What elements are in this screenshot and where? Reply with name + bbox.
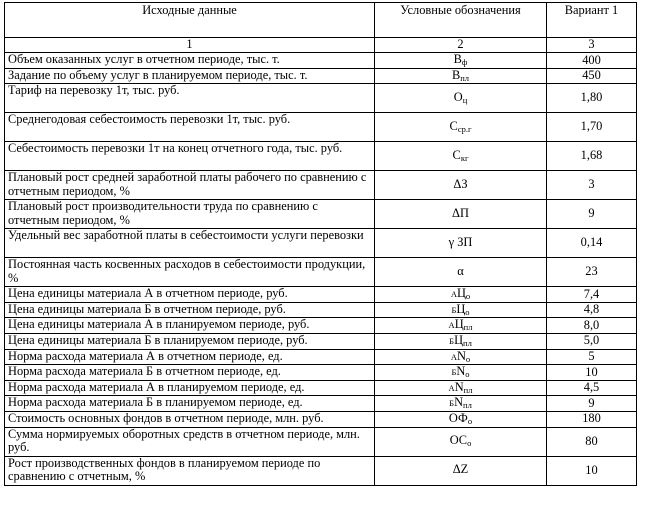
table-row — [5, 229, 637, 258]
row-symbol — [375, 456, 547, 485]
header-input-data: Исходные данные — [5, 3, 375, 38]
row-symbol — [375, 380, 547, 396]
row-value: 5 — [547, 349, 637, 365]
row-label: Плановый рост производительности труда по сравнению с отчетным периодом, % — [5, 200, 375, 229]
row-label: Задание по объему услуг в планируемом периоде, тыс. т. — [5, 68, 375, 84]
symbol-subscript: о — [465, 291, 471, 302]
table-row — [5, 411, 637, 427]
symbol-main: В — [453, 52, 462, 66]
row-value: 9 — [547, 396, 637, 412]
row-symbol — [375, 142, 547, 171]
symbol-main: ОС — [449, 433, 468, 448]
symbol-main: Ц — [456, 301, 466, 316]
row-symbol — [375, 84, 547, 113]
table-row — [5, 68, 637, 84]
row-label: Себестоимость перевозки 1т на конец отчетного года, тыс. руб. — [5, 142, 375, 171]
row-label: Цена единицы материала А в отчетном периоде, руб. — [5, 287, 375, 303]
table-row — [5, 456, 637, 485]
row-symbol — [375, 113, 547, 142]
column-number-2: 2 — [375, 38, 547, 53]
symbol-subscript: пл — [463, 400, 472, 411]
header-row — [5, 3, 637, 38]
symbol-main: С — [452, 147, 461, 162]
symbol-subscript: пл — [460, 72, 470, 83]
column-number-3: 3 — [547, 38, 637, 53]
symbol-subscript: о — [467, 438, 472, 449]
table-row — [5, 287, 637, 303]
symbol-subscript: о — [465, 353, 471, 364]
symbol-subscript: пл — [463, 322, 473, 333]
symbol-prefix: А — [448, 382, 455, 393]
row-symbol — [375, 53, 547, 69]
table-row — [5, 113, 637, 142]
row-label: Плановый рост средней заработной платы рабочего по сравнению с отчетным периодом, % — [5, 171, 375, 200]
row-label: Тариф на перевозку 1т, тыс. руб. — [5, 84, 375, 113]
symbol-subscript: пл — [463, 384, 473, 395]
table-row — [5, 258, 637, 287]
row-symbol — [375, 302, 547, 318]
row-label: Норма расхода материала Б в планируемом периоде, ед. — [5, 396, 375, 412]
symbol-subscript: кг — [460, 152, 469, 163]
symbol-prefix: А — [448, 320, 455, 331]
table-row — [5, 302, 637, 318]
table-row — [5, 349, 637, 365]
row-value: 450 — [547, 68, 637, 84]
row-value: 7,4 — [547, 287, 637, 303]
row-value: 23 — [547, 258, 637, 287]
row-value: 8,0 — [547, 318, 637, 334]
symbol-prefix: А — [450, 289, 457, 300]
row-label: Цена единицы материала А в планируемом периоде, руб. — [5, 318, 375, 334]
row-label: Норма расхода материала А в отчетном периоде, ед. — [5, 349, 375, 365]
table-row — [5, 84, 637, 113]
table-row — [5, 396, 637, 412]
symbol-main: ОФ — [448, 410, 468, 425]
row-symbol — [375, 229, 547, 258]
row-value: 4,8 — [547, 302, 637, 318]
symbol-main: Ц — [456, 286, 466, 301]
symbol-main: N — [456, 348, 466, 363]
input-data-table — [4, 2, 637, 486]
table-row — [5, 171, 637, 200]
symbol-subscript: о — [467, 415, 473, 426]
symbol-main: В — [451, 67, 461, 82]
row-symbol — [375, 396, 547, 412]
symbol-subscript: пл — [463, 337, 472, 348]
row-symbol — [375, 318, 547, 334]
symbol-main: ΔZ — [452, 462, 469, 477]
symbol-main: О — [453, 89, 463, 104]
row-label: Объем оказанных услуг в отчетном периоде, тыс. т. — [5, 53, 375, 69]
row-symbol — [375, 411, 547, 427]
row-label: Норма расхода материала А в планируемом периоде, ед. — [5, 380, 375, 396]
table-row — [5, 365, 637, 381]
symbol-main: N — [456, 364, 466, 379]
symbol-main: С — [449, 118, 458, 133]
row-symbol — [375, 349, 547, 365]
row-value: 0,14 — [547, 229, 637, 258]
row-value: 400 — [547, 53, 637, 69]
table-row — [5, 333, 637, 349]
row-value: 80 — [547, 427, 637, 456]
symbol-subscript: о — [465, 369, 470, 380]
column-number-row — [5, 38, 637, 53]
row-value: 9 — [547, 200, 637, 229]
column-number-1: 1 — [5, 38, 375, 53]
row-value: 5,0 — [547, 333, 637, 349]
row-label: Удельный вес заработной платы в себестоимости услуги перевозки — [5, 229, 375, 258]
row-label: Стоимость основных фондов в отчетном периоде, млн. руб. — [5, 411, 375, 427]
row-symbol — [375, 68, 547, 84]
symbol-main: α — [457, 263, 464, 278]
row-symbol — [375, 171, 547, 200]
header-symbols: Условные обозначения — [375, 3, 547, 38]
row-symbol — [375, 200, 547, 229]
row-value: 4,5 — [547, 380, 637, 396]
symbol-prefix: А — [450, 351, 457, 362]
row-label: Рост производственных фондов в планируемом периоде по сравнению с отчетным, % — [5, 456, 375, 485]
row-value: 180 — [547, 411, 637, 427]
symbol-prefix: Б — [451, 367, 457, 378]
row-symbol — [375, 287, 547, 303]
symbol-subscript: ф — [461, 57, 468, 67]
symbol-subscript: ср.г — [457, 123, 472, 134]
symbol-prefix: Б — [449, 335, 455, 346]
row-value: 1,68 — [547, 142, 637, 171]
symbol-main: N — [454, 379, 464, 394]
header-variant: Вариант 1 — [547, 3, 637, 38]
symbol-prefix: Б — [451, 304, 457, 315]
row-value: 10 — [547, 456, 637, 485]
table-row — [5, 142, 637, 171]
row-value: 10 — [547, 365, 637, 381]
row-label: Постоянная часть косвенных расходов в себестоимости продукции, % — [5, 258, 375, 287]
table-row — [5, 427, 637, 456]
table-row — [5, 200, 637, 229]
symbol-subscript: ц — [462, 94, 468, 105]
symbol-main: Ц — [454, 332, 464, 347]
symbol-main: ΔЗ — [453, 176, 468, 191]
row-value: 3 — [547, 171, 637, 200]
row-symbol — [375, 333, 547, 349]
symbol-main: ΔП — [452, 205, 469, 220]
row-symbol — [375, 365, 547, 381]
symbol-prefix: Б — [449, 398, 455, 409]
symbol-main: Ц — [454, 317, 464, 332]
row-label: Норма расхода материала Б в отчетном периоде, ед. — [5, 365, 375, 381]
document — [4, 2, 636, 486]
table-row — [5, 380, 637, 396]
symbol-subscript: о — [465, 306, 470, 317]
row-label: Цена единицы материала Б в отчетном периоде, руб. — [5, 302, 375, 318]
row-label: Цена единицы материала Б в планируемом периоде, руб. — [5, 333, 375, 349]
symbol-main: N — [454, 395, 464, 410]
row-label: Сумма нормируемых оборотных средств в отчетном периоде, млн. руб. — [5, 427, 375, 456]
symbol-main: γ ЗП — [448, 234, 473, 249]
row-symbol — [375, 258, 547, 287]
row-symbol — [375, 427, 547, 456]
row-value: 1,70 — [547, 113, 637, 142]
table-row — [5, 53, 637, 69]
row-label: Среднегодовая себестоимость перевозки 1т, тыс. руб. — [5, 113, 375, 142]
row-value: 1,80 — [547, 84, 637, 113]
table-row — [5, 318, 637, 334]
